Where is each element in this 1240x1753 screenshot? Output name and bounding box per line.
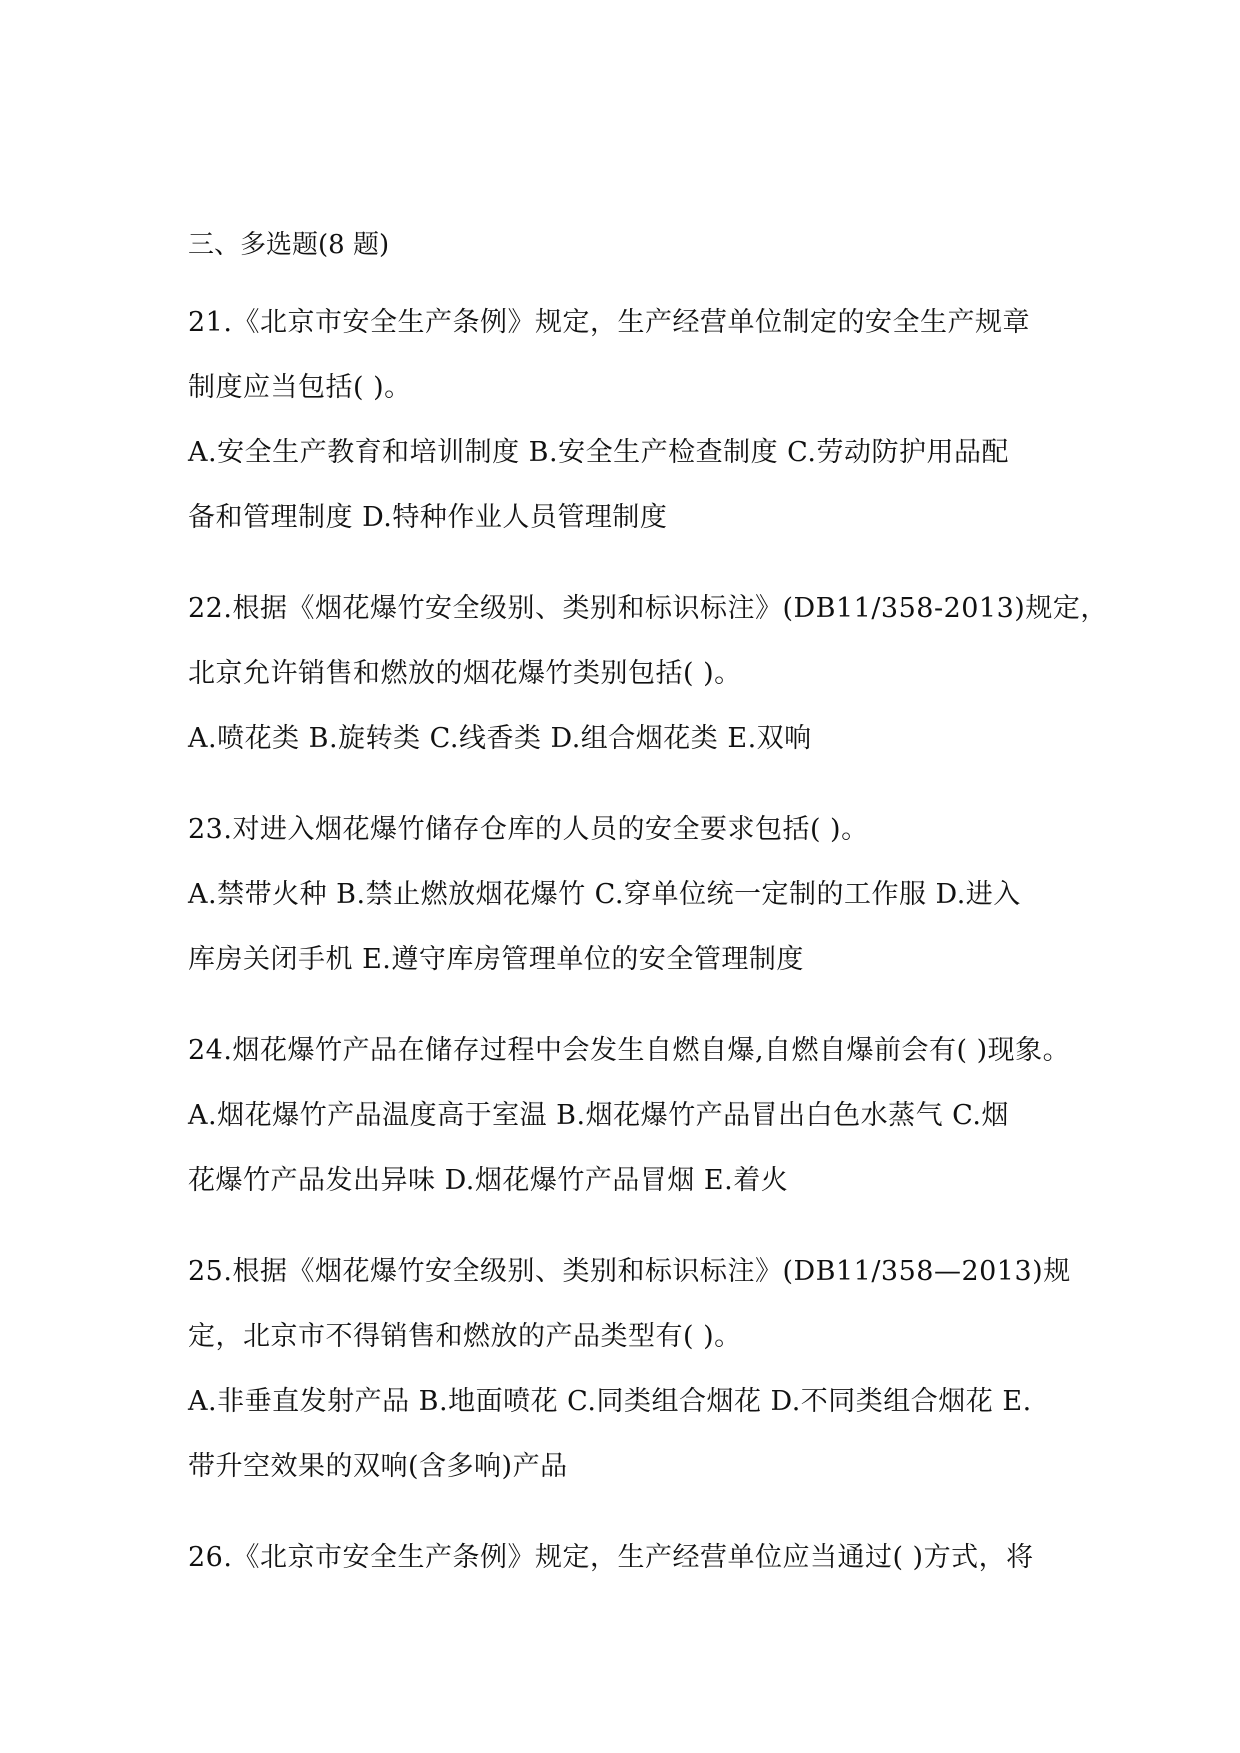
option-line: 备和管理制度 D.特种作业人员管理制度 xyxy=(188,502,668,533)
question-23 xyxy=(188,797,1068,992)
question-line: 定，北京市不得销售和燃放的产品类型有( )。 xyxy=(188,1321,742,1352)
option-line: 带升空效果的双响(含多响)产品 xyxy=(188,1451,568,1482)
question-22 xyxy=(188,576,1108,771)
option-line: A.安全生产教育和培训制度 B.安全生产检查制度 C.劳动防护用品配 xyxy=(188,437,1009,468)
option-line: 库房关闭手机 E.遵守库房管理单位的安全管理制度 xyxy=(188,944,804,975)
question-26 xyxy=(188,1525,1068,1590)
document-content xyxy=(188,228,1108,1616)
question-line: 制度应当包括( )。 xyxy=(188,372,412,403)
section-title: 三、多选题(8 题) xyxy=(188,230,390,260)
question-line: 21.《北京市安全生产条例》规定，生产经营单位制定的安全生产规章 xyxy=(188,307,1030,338)
question-line: 22.根据《烟花爆竹安全级别、类别和标识标注》(DB11/358-2013)规定， xyxy=(188,593,1108,624)
question-line: 26.《北京市安全生产条例》规定，生产经营单位应当通过( )方式，将 xyxy=(188,1542,1034,1573)
question-line: 24.烟花爆竹产品在储存过程中会发生自燃自爆,自燃自爆前会有( )现象。 xyxy=(188,1035,1071,1066)
option-line: 花爆竹产品发出异味 D.烟花爆竹产品冒烟 E.着火 xyxy=(188,1165,789,1196)
question-line: 23.对进入烟花爆竹储存仓库的人员的安全要求包括( )。 xyxy=(188,814,869,845)
question-24 xyxy=(188,1018,1071,1213)
question-25 xyxy=(188,1239,1071,1499)
question-line: 北京允许销售和燃放的烟花爆竹类别包括( )。 xyxy=(188,658,742,689)
question-21 xyxy=(188,290,1068,550)
option-line: A.非垂直发射产品 B.地面喷花 C.同类组合烟花 D.不同类组合烟花 E. xyxy=(188,1386,1032,1417)
option-line: A.烟花爆竹产品温度高于室温 B.烟花爆竹产品冒出白色水蒸气 C.烟 xyxy=(188,1100,1009,1131)
option-line: A.喷花类 B.旋转类 C.线香类 D.组合烟花类 E.双响 xyxy=(188,723,812,754)
question-line: 25.根据《烟花爆竹安全级别、类别和标识标注》(DB11/358—2013)规 xyxy=(188,1256,1071,1287)
option-line: A.禁带火种 B.禁止燃放烟花爆竹 C.穿单位统一定制的工作服 D.进入 xyxy=(188,879,1021,910)
